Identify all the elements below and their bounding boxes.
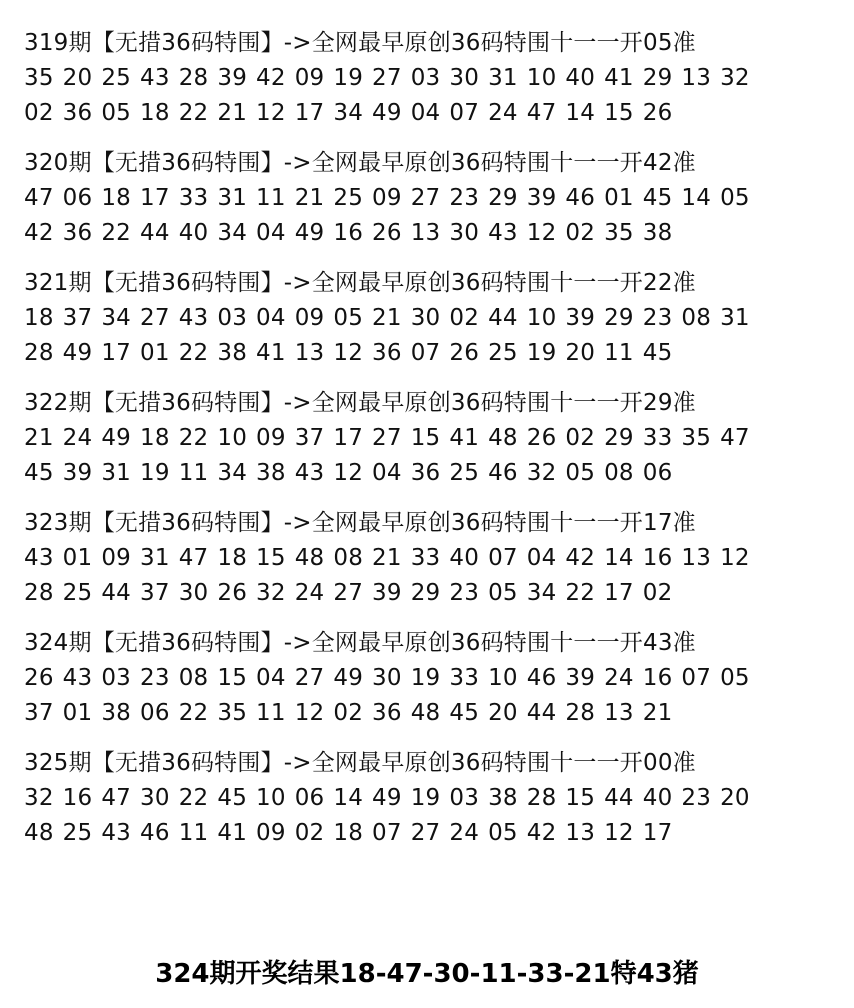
number-cell: 07 [410, 340, 441, 366]
number-cell: 04 [372, 460, 402, 486]
number-cell: 01 [140, 340, 170, 366]
number-cell: 05 [333, 305, 364, 331]
number-cell: 43 [24, 545, 54, 571]
number-cell: 11 [178, 820, 209, 846]
number-cell: 14 [565, 100, 596, 126]
number-cell: 07 [372, 820, 402, 846]
number-cell: 11 [256, 700, 286, 726]
number-cell: 18 [140, 100, 170, 126]
number-cell: 09 [294, 65, 325, 91]
number-cell: 36 [372, 340, 402, 366]
number-cell: 28 [565, 700, 596, 726]
number-cell: 41 [449, 425, 480, 451]
number-cell: 18 [101, 185, 132, 211]
number-cell: 43 [101, 820, 132, 846]
number-cell: 26 [217, 580, 248, 606]
number-cell: 33 [449, 665, 480, 691]
number-cell: 17 [642, 820, 673, 846]
number-cell: 04 [256, 220, 286, 246]
number-row [24, 421, 824, 456]
number-cell: 13 [681, 65, 712, 91]
number-cell: 49 [101, 425, 132, 451]
number-cell: 31 [101, 460, 132, 486]
number-cell: 04 [256, 305, 286, 331]
number-cell: 40 [178, 220, 209, 246]
number-cell: 21 [24, 425, 54, 451]
number-cell: 39 [62, 460, 93, 486]
number-cell: 02 [294, 820, 325, 846]
number-cell: 17 [101, 340, 132, 366]
number-cell: 14 [604, 545, 634, 571]
number-cell: 03 [101, 665, 132, 691]
number-cell: 08 [178, 665, 209, 691]
number-cell: 32 [720, 65, 750, 91]
number-row [24, 816, 824, 851]
number-cell: 19 [526, 340, 557, 366]
number-cell: 44 [140, 220, 170, 246]
number-cell: 19 [410, 665, 441, 691]
number-cell: 40 [449, 545, 480, 571]
period-entry [24, 746, 824, 851]
number-cell: 41 [256, 340, 286, 366]
number-cell: 24 [604, 665, 634, 691]
number-cell: 41 [604, 65, 634, 91]
number-cell: 14 [681, 185, 712, 211]
number-cell: 44 [526, 700, 557, 726]
number-cell: 03 [410, 65, 441, 91]
draw-result: 324期开奖结果18-47-30-11-33-21特43猪 [155, 959, 699, 989]
period-header: 324期【无措36码特围】->全网最早原创36码特围十一一开43准 [24, 630, 696, 656]
number-cell: 49 [294, 220, 325, 246]
number-cell: 48 [24, 820, 54, 846]
number-cell: 27 [333, 580, 364, 606]
number-cell: 40 [565, 65, 596, 91]
number-cell: 05 [565, 460, 596, 486]
period-entry [24, 506, 824, 611]
number-cell: 30 [140, 785, 170, 811]
number-cell: 01 [604, 185, 634, 211]
number-row [24, 696, 824, 731]
number-cell: 23 [681, 785, 712, 811]
number-cell: 45 [642, 185, 673, 211]
number-cell: 11 [178, 460, 209, 486]
number-cell: 42 [256, 65, 286, 91]
number-cell: 15 [604, 100, 634, 126]
number-cell: 09 [294, 305, 325, 331]
number-cell: 26 [526, 425, 557, 451]
period-entry [24, 386, 824, 491]
number-cell: 23 [140, 665, 170, 691]
number-cell: 25 [449, 460, 480, 486]
number-cell: 22 [101, 220, 132, 246]
number-cell: 37 [62, 305, 93, 331]
number-cell: 43 [140, 65, 170, 91]
number-cell: 10 [256, 785, 286, 811]
number-cell: 09 [256, 425, 286, 451]
number-cell: 44 [101, 580, 132, 606]
number-cell: 02 [449, 305, 480, 331]
number-cell: 22 [565, 580, 596, 606]
number-cell: 46 [526, 665, 557, 691]
number-cell: 16 [62, 785, 93, 811]
number-cell: 06 [140, 700, 170, 726]
number-cell: 46 [488, 460, 518, 486]
number-row [24, 456, 824, 491]
number-cell: 31 [140, 545, 170, 571]
number-cell: 09 [256, 820, 286, 846]
number-cell: 05 [488, 580, 518, 606]
number-row [24, 216, 824, 251]
number-cell: 47 [101, 785, 132, 811]
number-cell: 38 [101, 700, 132, 726]
number-cell: 04 [526, 545, 557, 571]
number-cell: 18 [140, 425, 170, 451]
number-cell: 05 [488, 820, 518, 846]
number-cell: 08 [681, 305, 712, 331]
number-cell: 45 [642, 340, 673, 366]
number-cell: 21 [372, 305, 402, 331]
number-row [24, 781, 824, 816]
number-cell: 46 [140, 820, 170, 846]
number-cell: 34 [333, 100, 364, 126]
number-cell: 43 [294, 460, 325, 486]
number-cell: 27 [372, 425, 402, 451]
number-cell: 02 [333, 700, 364, 726]
number-cell: 39 [565, 305, 596, 331]
number-cell: 31 [720, 305, 750, 331]
number-cell: 16 [333, 220, 364, 246]
period-header: 320期【无措36码特围】->全网最早原创36码特围十一一开42准 [24, 150, 696, 176]
number-cell: 45 [24, 460, 54, 486]
period-entry [24, 626, 824, 731]
number-cell: 22 [178, 340, 209, 366]
number-cell: 17 [333, 425, 364, 451]
period-header: 325期【无措36码特围】->全网最早原创36码特围十一一开00准 [24, 750, 696, 776]
number-cell: 31 [217, 185, 248, 211]
number-cell: 08 [333, 545, 364, 571]
number-cell: 13 [294, 340, 325, 366]
number-cell: 33 [410, 545, 441, 571]
number-cell: 12 [720, 545, 750, 571]
number-cell: 24 [294, 580, 325, 606]
number-cell: 11 [256, 185, 286, 211]
number-cell: 13 [410, 220, 441, 246]
number-cell: 17 [140, 185, 170, 211]
number-cell: 47 [720, 425, 750, 451]
number-cell: 32 [256, 580, 286, 606]
number-cell: 30 [449, 65, 480, 91]
number-cell: 21 [294, 185, 325, 211]
number-cell: 44 [604, 785, 634, 811]
number-cell: 26 [24, 665, 54, 691]
number-cell: 42 [24, 220, 54, 246]
number-cell: 25 [62, 820, 93, 846]
number-cell: 34 [217, 220, 248, 246]
number-cell: 10 [526, 305, 557, 331]
period-entry [24, 146, 824, 251]
number-cell: 29 [604, 305, 634, 331]
number-row [24, 661, 824, 696]
number-cell: 09 [372, 185, 402, 211]
number-cell: 19 [410, 785, 441, 811]
number-cell: 19 [140, 460, 170, 486]
number-cell: 07 [681, 665, 712, 691]
number-row [24, 61, 824, 96]
number-cell: 39 [372, 580, 402, 606]
number-cell: 14 [333, 785, 364, 811]
number-cell: 29 [410, 580, 441, 606]
number-cell: 28 [24, 580, 54, 606]
number-cell: 38 [256, 460, 286, 486]
number-cell: 35 [681, 425, 712, 451]
prediction-list [24, 26, 824, 866]
number-cell: 07 [488, 545, 518, 571]
number-cell: 40 [642, 785, 673, 811]
number-cell: 17 [294, 100, 325, 126]
number-cell: 09 [101, 545, 132, 571]
number-cell: 37 [140, 580, 170, 606]
number-cell: 06 [62, 185, 93, 211]
number-row [24, 96, 824, 131]
number-row [24, 181, 824, 216]
period-entry [24, 266, 824, 371]
number-cell: 11 [604, 340, 634, 366]
number-cell: 48 [294, 545, 325, 571]
number-cell: 34 [217, 460, 248, 486]
number-cell: 45 [449, 700, 480, 726]
number-cell: 10 [488, 665, 518, 691]
number-cell: 28 [24, 340, 54, 366]
number-cell: 17 [604, 580, 634, 606]
number-cell: 20 [488, 700, 518, 726]
number-cell: 39 [217, 65, 248, 91]
number-cell: 13 [604, 700, 634, 726]
number-cell: 24 [62, 425, 93, 451]
number-cell: 03 [449, 785, 480, 811]
number-cell: 25 [488, 340, 518, 366]
number-cell: 36 [372, 700, 402, 726]
number-cell: 27 [372, 65, 402, 91]
period-header: 322期【无措36码特围】->全网最早原创36码特围十一一开29准 [24, 390, 696, 416]
number-row [24, 301, 824, 336]
number-cell: 38 [217, 340, 248, 366]
number-cell: 08 [604, 460, 634, 486]
number-row [24, 336, 824, 371]
number-cell: 06 [642, 460, 673, 486]
number-cell: 36 [62, 100, 93, 126]
number-cell: 22 [178, 425, 209, 451]
number-cell: 16 [642, 665, 673, 691]
number-cell: 47 [178, 545, 209, 571]
number-cell: 01 [62, 545, 93, 571]
number-cell: 26 [449, 340, 480, 366]
number-cell: 45 [217, 785, 248, 811]
number-cell: 15 [410, 425, 441, 451]
number-cell: 06 [294, 785, 325, 811]
number-cell: 12 [333, 340, 364, 366]
number-cell: 49 [333, 665, 364, 691]
number-cell: 18 [217, 545, 248, 571]
number-cell: 34 [526, 580, 557, 606]
number-cell: 39 [565, 665, 596, 691]
number-cell: 18 [333, 820, 364, 846]
number-cell: 12 [526, 220, 557, 246]
number-cell: 16 [642, 545, 673, 571]
number-cell: 27 [294, 665, 325, 691]
number-cell: 01 [62, 700, 93, 726]
number-cell: 02 [565, 425, 596, 451]
number-cell: 43 [488, 220, 518, 246]
number-cell: 12 [333, 460, 364, 486]
number-cell: 26 [642, 100, 673, 126]
number-cell: 43 [62, 665, 93, 691]
number-cell: 37 [24, 700, 54, 726]
number-cell: 05 [101, 100, 132, 126]
number-cell: 32 [526, 460, 557, 486]
number-cell: 10 [217, 425, 248, 451]
period-header: 321期【无措36码特围】->全网最早原创36码特围十一一开22准 [24, 270, 696, 296]
number-row [24, 541, 824, 576]
number-cell: 30 [178, 580, 209, 606]
number-cell: 22 [178, 700, 209, 726]
number-cell: 29 [642, 65, 673, 91]
number-cell: 48 [410, 700, 441, 726]
number-cell: 27 [410, 820, 441, 846]
number-cell: 42 [565, 545, 596, 571]
number-cell: 27 [410, 185, 441, 211]
number-cell: 02 [642, 580, 673, 606]
number-cell: 38 [642, 220, 673, 246]
number-cell: 30 [449, 220, 480, 246]
number-cell: 19 [333, 65, 364, 91]
number-cell: 27 [140, 305, 170, 331]
number-cell: 34 [101, 305, 132, 331]
number-cell: 21 [642, 700, 673, 726]
number-cell: 24 [449, 820, 480, 846]
number-cell: 21 [217, 100, 248, 126]
number-cell: 41 [217, 820, 248, 846]
number-cell: 13 [681, 545, 712, 571]
period-entry [24, 26, 824, 131]
number-cell: 49 [372, 785, 402, 811]
number-cell: 15 [256, 545, 286, 571]
number-cell: 23 [449, 185, 480, 211]
number-cell: 43 [178, 305, 209, 331]
number-cell: 02 [565, 220, 596, 246]
number-cell: 23 [449, 580, 480, 606]
number-cell: 28 [526, 785, 557, 811]
number-cell: 05 [720, 665, 750, 691]
number-cell: 46 [565, 185, 596, 211]
number-cell: 44 [488, 305, 518, 331]
number-cell: 12 [294, 700, 325, 726]
number-cell: 30 [410, 305, 441, 331]
number-cell: 37 [294, 425, 325, 451]
number-cell: 15 [217, 665, 248, 691]
number-cell: 25 [333, 185, 364, 211]
number-row [24, 576, 824, 611]
number-cell: 47 [526, 100, 557, 126]
number-cell: 36 [62, 220, 93, 246]
number-cell: 12 [256, 100, 286, 126]
number-cell: 30 [372, 665, 402, 691]
number-cell: 47 [24, 185, 54, 211]
number-cell: 22 [178, 785, 209, 811]
number-cell: 29 [488, 185, 518, 211]
number-cell: 28 [178, 65, 209, 91]
number-cell: 07 [449, 100, 480, 126]
number-cell: 18 [24, 305, 54, 331]
number-cell: 35 [604, 220, 634, 246]
number-cell: 25 [62, 580, 93, 606]
number-cell: 21 [372, 545, 402, 571]
number-cell: 02 [24, 100, 54, 126]
number-cell: 20 [565, 340, 596, 366]
number-cell: 12 [604, 820, 634, 846]
number-cell: 35 [217, 700, 248, 726]
number-cell: 49 [372, 100, 402, 126]
number-cell: 20 [62, 65, 93, 91]
number-cell: 39 [526, 185, 557, 211]
number-cell: 35 [24, 65, 54, 91]
number-cell: 42 [526, 820, 557, 846]
number-cell: 49 [62, 340, 93, 366]
number-cell: 15 [565, 785, 596, 811]
number-cell: 10 [526, 65, 557, 91]
number-cell: 48 [488, 425, 518, 451]
number-cell: 04 [410, 100, 441, 126]
number-cell: 05 [720, 185, 750, 211]
number-cell: 26 [372, 220, 402, 246]
number-cell: 38 [488, 785, 518, 811]
number-cell: 13 [565, 820, 596, 846]
number-cell: 33 [642, 425, 673, 451]
number-cell: 04 [256, 665, 286, 691]
number-cell: 20 [720, 785, 750, 811]
number-cell: 23 [642, 305, 673, 331]
period-header: 319期【无措36码特围】->全网最早原创36码特围十一一开05准 [24, 30, 696, 56]
number-cell: 03 [217, 305, 248, 331]
number-cell: 36 [410, 460, 441, 486]
number-cell: 31 [488, 65, 518, 91]
number-cell: 33 [178, 185, 209, 211]
number-cell: 25 [101, 65, 132, 91]
period-header: 323期【无措36码特围】->全网最早原创36码特围十一一开17准 [24, 510, 696, 536]
number-cell: 32 [24, 785, 54, 811]
number-cell: 24 [488, 100, 518, 126]
number-cell: 22 [178, 100, 209, 126]
number-cell: 29 [604, 425, 634, 451]
